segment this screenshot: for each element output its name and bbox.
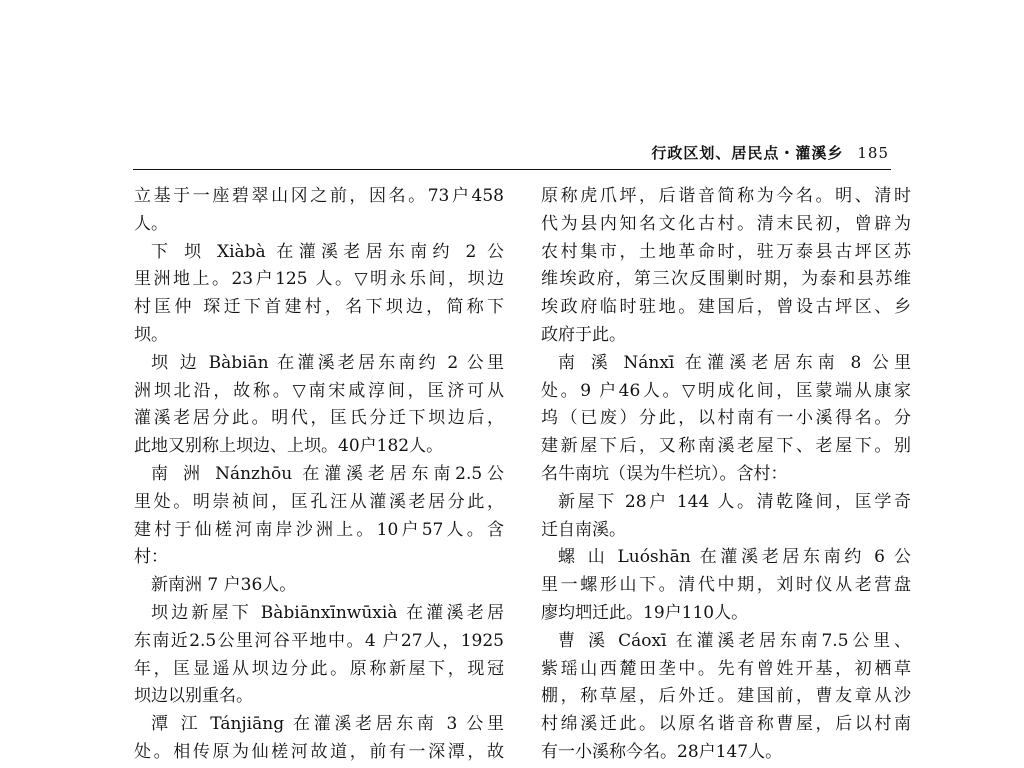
text-line: 立基于一座碧翠山冈之前，因名。73户458 — [134, 186, 504, 206]
entry-xiaba: 下 坝 Xiàbà 在灌溪老居东南约 2 公 — [151, 241, 504, 262]
text-line: 坝边以别重名。 — [134, 686, 253, 707]
entry-luoshan: 螺 山 Luóshān 在灌溪老居东南约 6 公 — [558, 547, 911, 568]
text-line: 名牛南坑（误为牛栏坑）。含村： — [541, 463, 788, 484]
text-line: 里处。明崇祯间，匡孔汪从灌溪老居分此， — [134, 491, 504, 512]
entry-babianxinwuxia: 坝边新屋下 Bàbiānxīnwūxià 在灌溪老居 — [151, 602, 504, 623]
left-column — [134, 183, 504, 767]
text-line: 灌溪老居分此。明代，匡氏分迁下坝边后， — [134, 408, 504, 429]
text-line: 村： — [134, 547, 168, 568]
header-rule — [133, 169, 891, 170]
text-line: 坞（已废）分此，以村南有一小溪得名。分 — [541, 408, 911, 429]
running-title: 行政区划、居民点・灌溪乡 — [651, 144, 844, 162]
text-line: 处。相传原为仙槎河故道，前有一深潭，故 — [134, 741, 504, 762]
text-line: 廖均垇迁此。19户110人。 — [541, 602, 749, 623]
text-line: 人。 — [134, 213, 168, 234]
text-line: 有一小溪称今名。28户147人。 — [541, 741, 783, 762]
entry-caoxi: 曹 溪 Cáoxī 在灌溪老居东南7.5公里、 — [558, 630, 911, 651]
text-line: 代为县内知名文化古村。清末民初，曾辟为 — [541, 213, 911, 234]
entry-babian: 坝 边 Bàbiān 在灌溪老居东南约 2 公里 — [151, 352, 504, 373]
text-line: 年，匡显遥从坝边分此。原称新屋下，现冠 — [134, 658, 504, 679]
text-line: 坝。 — [134, 324, 168, 345]
text-line: 里一螺形山下。清代中期，刘时仪从老营盘 — [541, 575, 911, 596]
entry-tanjiang: 潭 江 Tánjiāng 在灌溪老居东南 3 公里 — [151, 714, 504, 735]
text-line: 政府于此。 — [541, 324, 626, 345]
text-line: 迁自南溪。 — [541, 519, 626, 540]
text-line: 建村于仙槎河南岸沙洲上。10户57人。含 — [134, 519, 504, 540]
right-column — [541, 183, 911, 767]
text-line: 洲坝北沿，故称。▽南宋咸淳间，匡济可从 — [134, 380, 504, 401]
text-line: 建新屋下后，又称南溪老屋下、老屋下。别 — [541, 436, 911, 457]
text-line: 棚，称草屋，后外迁。建国前，曹友章从沙 — [541, 686, 911, 707]
text-line: 维埃政府，第三次反围剿时期，为泰和县苏维 — [541, 269, 911, 290]
text-line: 此地又别称上坝边、上坝。40户182人。 — [134, 436, 444, 457]
entry-nanxi: 南 溪 Nánxī 在灌溪老居东南 8 公里 — [558, 352, 911, 373]
sub-entry-xinwuxia: 新屋下 28户 144 人。清乾隆间，匡学奇 — [558, 491, 911, 512]
entry-nanzhou: 南 洲 Nánzhōu 在灌溪老居东南2.5公 — [151, 463, 504, 484]
text-line: 里洲地上。23户125 人。▽明永乐间，坝边 — [134, 269, 504, 290]
text-line: 村匡仲 琛迁下首建村，名下坝边，简称下 — [134, 297, 504, 318]
sub-entry-xinnanzhou: 新南洲 7 户36人。 — [151, 575, 297, 596]
text-line: 东南近2.5公里河谷平地中。4 户27人，1925 — [134, 630, 504, 651]
text-line: 处。9 户46人。▽明成化间，匡蒙端从康家 — [541, 380, 911, 401]
page-number: 185 — [857, 144, 889, 162]
text-line: 紫瑶山西麓田垄中。先有曾姓开基，初栖草 — [541, 658, 911, 679]
running-head — [651, 142, 889, 163]
text-line: 农村集市，土地革命时，驻万泰县古坪区苏 — [541, 241, 911, 262]
text-line: 村绵溪迁此。以原名谐音称曹屋，后以村南 — [541, 714, 911, 735]
text-line: 原称虎爪坪，后谐音简称为今名。明、清时 — [541, 186, 911, 206]
text-line: 埃政府临时驻地。建国后，曾设古坪区、乡 — [541, 297, 911, 318]
